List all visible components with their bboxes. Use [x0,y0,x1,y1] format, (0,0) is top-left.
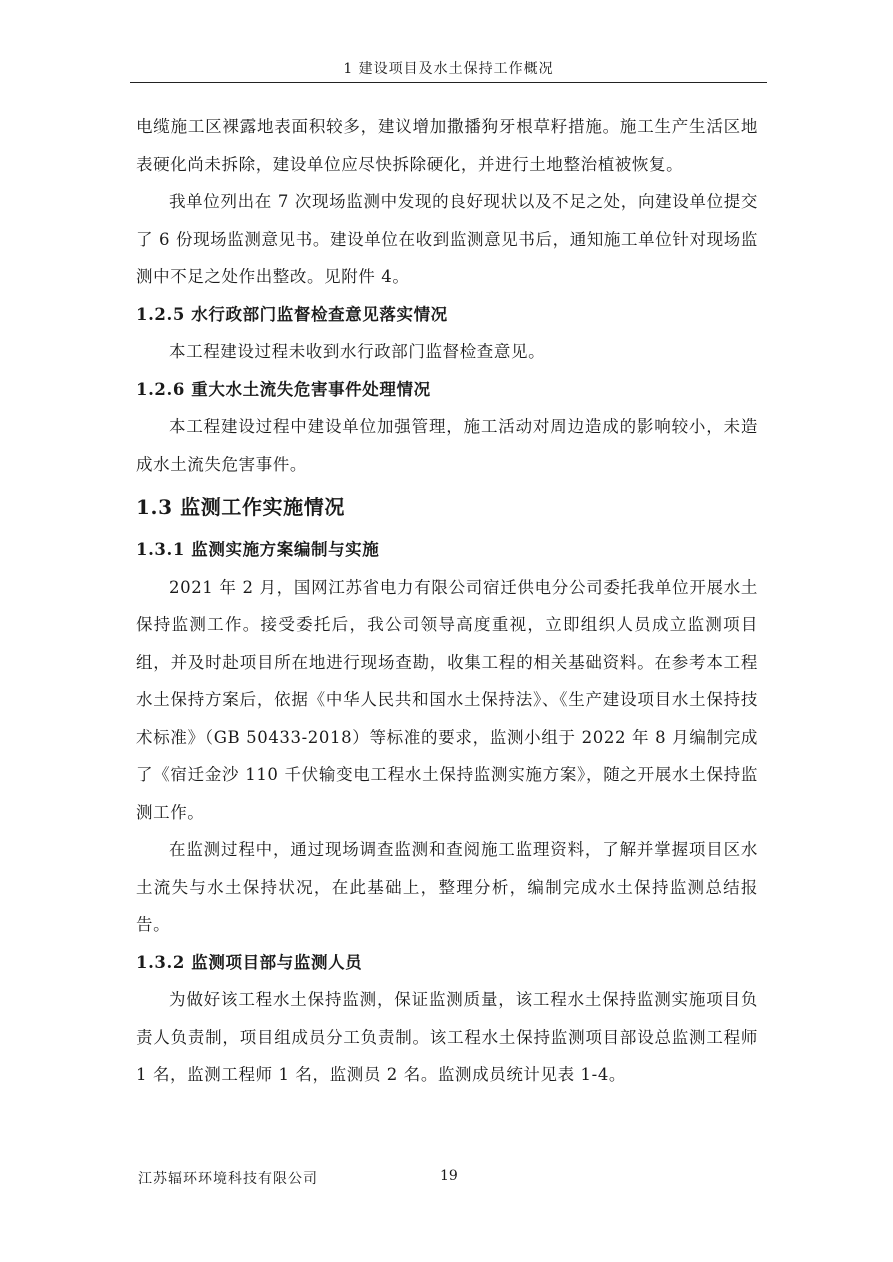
paragraph: 为做好该工程水土保持监测，保证监测质量，该工程水土保持监测实施项目负责人负责制，项目组成员分工负责制。该工程水土保持监测项目部设总监测工程师 1 名，监测工程师 1 名，监测员 2 名。监测成员统计见表 1-4。 [136,990,758,1084]
paragraph: 在监测过程中，通过现场调查监测和查阅施工监理资料，了解并掌握项目区水土流失与水土保持状况，在此基础上，整理分析，编制完成水土保持监测总结报告。 [136,840,758,934]
section-heading-1-3-2: 1.3.2 监测项目部与监测人员 [136,952,363,972]
section-heading-1-2-5: 1.2.5 水行政部门监督检查意见落实情况 [136,304,448,324]
running-header: 1 建设项目及水土保持工作概况 [343,61,554,77]
page-number: 19 [440,1168,458,1184]
header-rule [130,82,767,83]
section-heading-1-3-1: 1.3.1 监测实施方案编制与实施 [136,540,380,559]
paragraph: 我单位列出在 7 次现场监测中发现的良好现状以及不足之处，向建设单位提交了 6 份现场监测意见书。建设单位在收到监测意见书后，通知施工单位针对现场监测中不足之处作出整改。见附件 4。 [136,192,758,286]
footer-company: 江苏辐环环境科技有限公司 [138,1171,318,1187]
section-heading-1-2-6: 1.2.6 重大水土流失危害事件处理情况 [136,379,431,399]
paragraph: 2021 年 2 月，国网江苏省电力有限公司宿迁供电分公司委托我单位开展水土保持监测工作。接受委托后，我公司领导高度重视，立即组织人员成立监测项目组，并及时赴项目所在地进行现场查勘，收集工程的相关基础资料。在参考本工程水土保持方案后，依据《中华人民共和国水土保持法》、《生产建设项目水土保持技术标准》（GB 50433-2018）等标准的要求，监测小组于 2022 年 8 月编制完成了《宿迁金沙 110 千伏输变电工程水土保持监测实施方案》，随之开展水土保持监测工作。 [136,577,758,822]
paragraph: 本工程建设过程中建设单位加强管理，施工活动对周边造成的影响较小，未造成水土流失危害事件。 [136,417,758,474]
paragraph: 电缆施工区裸露地表面积较多，建议增加撒播狗牙根草籽措施。施工生产生活区地表硬化尚未拆除，建设单位应尽快拆除硬化，并进行土地整治植被恢复。 [136,117,758,174]
section-heading-1-3: 1.3 监测工作实施情况 [136,495,345,519]
paragraph: 本工程建设过程未收到水行政部门监督检查意见。 [169,342,546,361]
document-body [136,108,758,1094]
